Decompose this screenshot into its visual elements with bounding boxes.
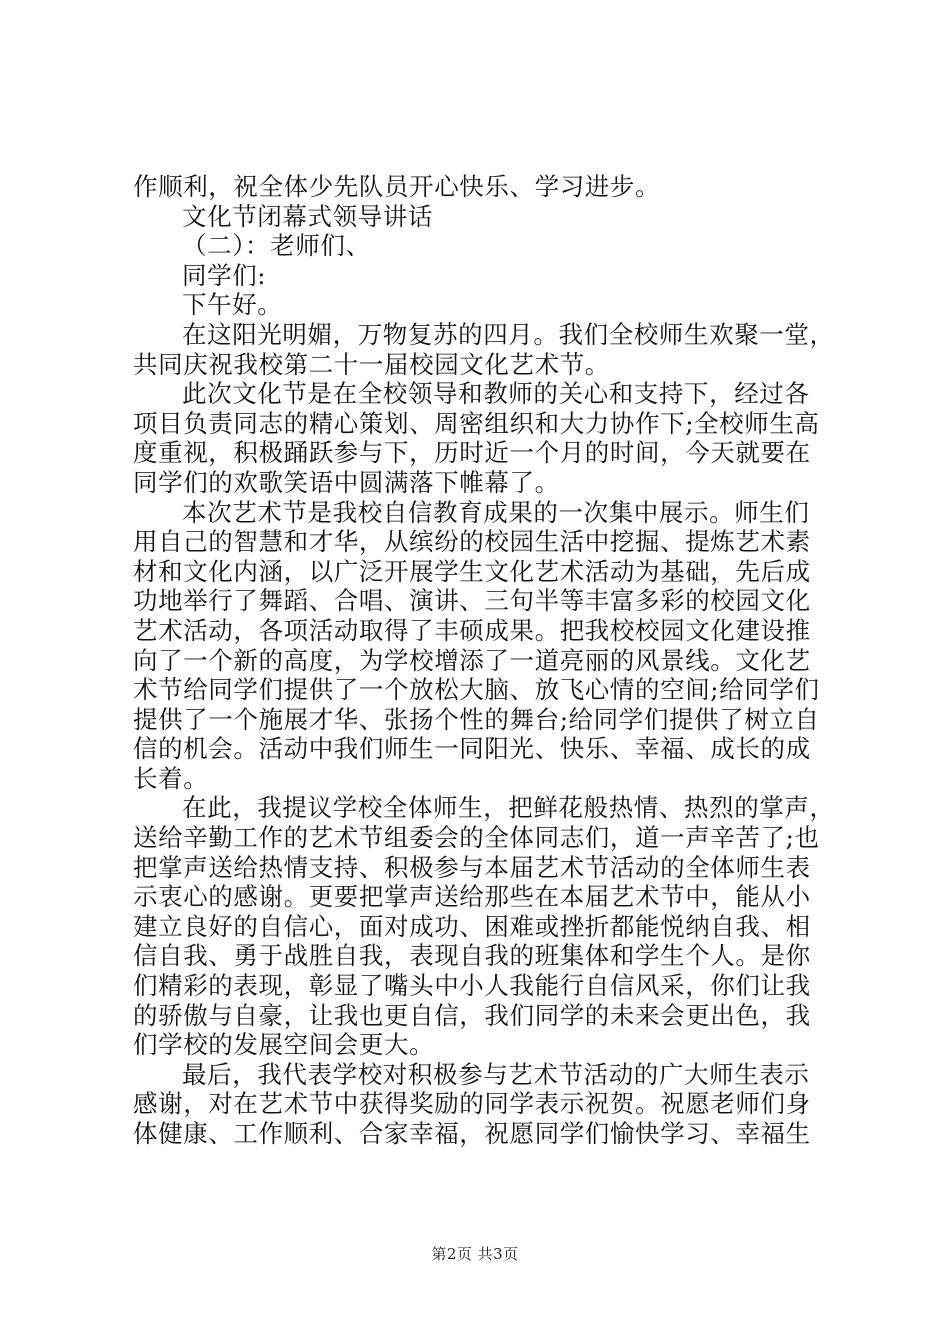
text-line: 信的机会。活动中我们师生一同阳光、快乐、幸福、成长的成 [133,734,811,764]
text-line: 下午好。 [182,290,283,320]
section-heading: 文化节闭幕式领导讲话 [182,201,433,231]
text-line: 项目负责同志的精心策划、周密组织和大力协作下;全校师生高 [133,408,820,438]
text-line: 功地举行了舞蹈、合唱、演讲、三句半等丰富多彩的校园文化 [133,586,811,616]
text-line: 的骄傲与自豪，让我也更自信，我们同学的未来会更出色，我 [133,1000,811,1030]
text-line: 本次艺术节是我校自信教育成果的一次集中展示。师生们 [182,497,810,527]
text-line: 在这阳光明媚，万物复苏的四月。我们全校师生欢聚一堂， [182,319,835,349]
text-line: 共同庆祝我校第二十一届校园文化艺术节。 [133,349,610,379]
text-line: 最后，我代表学校对积极参与艺术节活动的广大师生表示 [182,1059,810,1089]
text-line: 提供了一个施展才华、张扬个性的舞台;给同学们提供了树立自 [133,704,820,734]
text-line: 向了一个新的高度，为学校增添了一道亮丽的风景线。文化艺 [133,645,811,675]
text-line: 们学校的发展空间会更大。 [133,1030,435,1060]
text-line: 材和文化内涵，以广泛开展学生文化艺术活动为基础，先后成 [133,556,811,586]
text-line: 们精彩的表现，彰显了嘴头中小人我能行自信风采，你们让我 [133,971,811,1001]
text-line: 感谢，对在艺术节中获得奖励的同学表示祝贺。祝愿老师们身 [133,1089,811,1119]
text-line: 长着。 [133,763,209,793]
text-line: 信自我、勇于战胜自我，表现自我的班集体和学生个人。是你 [133,941,811,971]
text-line: 把掌声送给热情支持、积极参与本届艺术节活动的全体师生表 [133,852,811,882]
text-line: 艺术活动，各项活动取得了丰硕成果。把我校校园文化建设推 [133,615,811,645]
document-body [133,172,833,1149]
text-line: 送给辛勤工作的艺术节组委会的全体同志们，道一声辛苦了;也 [133,823,820,853]
text-line: 作顺利，祝全体少先队员开心快乐、学习进步。 [133,172,661,201]
text-line: 此次文化节是在全校领导和教师的关心和支持下，经过各 [182,379,810,409]
text-line: 体健康、工作顺利、合家幸福，祝愿同学们愉快学习、幸福生 [133,1119,811,1148]
text-line: 同学们的欢歌笑语中圆满落下帷幕了。 [133,467,560,497]
text-line: 度重视，积极踊跃参与下，历时近一个月的时间，今天就要在 [133,438,811,468]
page-number-footer: 第2页 共3页 [431,1245,519,1263]
text-line: 同学们: [182,260,267,290]
text-line: 建立良好的自信心，面对成功、困难或挫折都能悦纳自我、相 [133,911,811,941]
text-line: （二）：老师们、 [182,231,371,261]
text-line: 在此，我提议学校全体师生，把鲜花般热情、热烈的掌声， [182,793,835,823]
text-line: 用自己的智慧和才华，从缤纷的校园生活中挖掘、提炼艺术素 [133,527,811,557]
text-line: 术节给同学们提供了一个放松大脑、放飞心情的空间;给同学们 [133,675,820,705]
text-line: 示衷心的感谢。更要把掌声送给那些在本届艺术节中，能从小 [133,882,811,912]
